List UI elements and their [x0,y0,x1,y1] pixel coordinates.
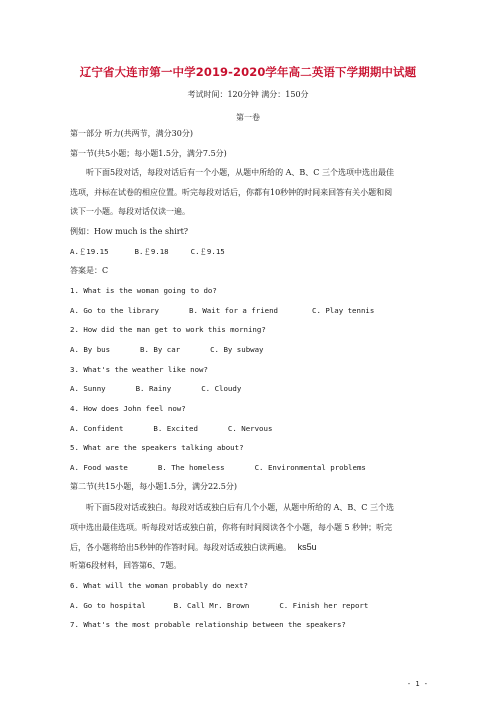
option: B.￡9.18 [134,247,169,256]
material-heading: 听第6段材料，回答第6、7题。 [70,561,182,570]
question-text: 4. How does John feel now? [70,404,186,413]
option: B. Wait for a friend [189,306,278,315]
option: A. Food waste [70,463,128,472]
option: B. Excited [153,424,198,433]
instruction-line: 听下面5段对话或独白。每段对话或独白后有几个小题，从题中所给的 A、B、C 三个选 [86,503,394,512]
question-text: 3. What's the weather like now? [70,365,208,374]
option: C. Finish her report [279,601,369,610]
question-text: 6. What will the woman probably do next? [70,581,248,590]
instruction-line: 听下面5段对话，每段对话后有一个小题，从题中所给的 A、B、C 三个选项中选出最佳 [86,168,394,177]
option: B. The homeless [157,463,225,472]
option: C. Cloudy [201,384,242,393]
instruction-line: 读下一小题。每段对话仅读一遍。 [70,207,190,216]
option: C. Play tennis [312,306,375,315]
question-text: 7. What's the most probable relationship between the speakers? [70,620,346,629]
option: A.￡19.15 [70,247,109,256]
option: B. Call Mr. Brown [173,601,250,610]
example-options [70,247,225,257]
part-heading: 第一部分 听力(共两节，满分30分) [70,129,193,138]
example-answer: 答案是：C [70,266,109,275]
section-heading: 第二节(共15小题，每小题1.5分，满分22.5分) [70,482,237,491]
question-options [70,424,272,434]
instruction-line: 项中选出最佳选项。听每段对话或独白前，你将有时间阅读各个小题，每小题 5 秒钟；听完 [70,523,393,532]
page-number: - 1 - [406,680,428,688]
example-question: 例如：How much is the shirt? [70,227,189,236]
question-text: 2. How did the man get to work this morning? [70,325,266,334]
question-options [70,384,241,394]
option: C. By subway [210,345,264,354]
option: C. Nervous [227,424,273,433]
option: A. By bus [70,345,111,354]
question-options [70,601,368,611]
question-options [70,345,264,355]
option: A. Go to the library [70,306,159,315]
question-options [70,306,374,316]
ks5u-watermark: ks5u [297,542,317,552]
option: C.￡9.15 [190,247,225,256]
option: B. Rainy [135,384,172,393]
question-options [70,463,366,473]
option: A. Confident [70,424,124,433]
section-heading: 第一节(共5小题；每小题1.5分，满分7.5分) [70,149,227,158]
instruction-line [70,542,317,553]
option: C. Environmental problems [254,463,366,472]
instruction-line: 选项，并标在试卷的相应位置。听完每段对话后，你都有10秒钟的时间来回答有关小题和阅 [70,188,393,197]
instruction-text: 后，各小题将给出5秒钟的作答时间。每段对话或独白读两遍。 [70,543,292,552]
exam-info: 考试时间：120分钟 满分：150分 [187,90,309,99]
option: A. Sunny [70,384,106,393]
option: A. Go to hospital [70,601,146,610]
question-text: 5. What are the speakers talking about? [70,443,244,452]
volume-heading: 第一卷 [236,113,260,122]
question-text: 1. What is the woman going to do? [70,286,217,295]
exam-title: 辽宁省大连市第一中学2019-2020学年高二英语下学期期中试题 [79,65,417,79]
option: B. By car [140,345,181,354]
